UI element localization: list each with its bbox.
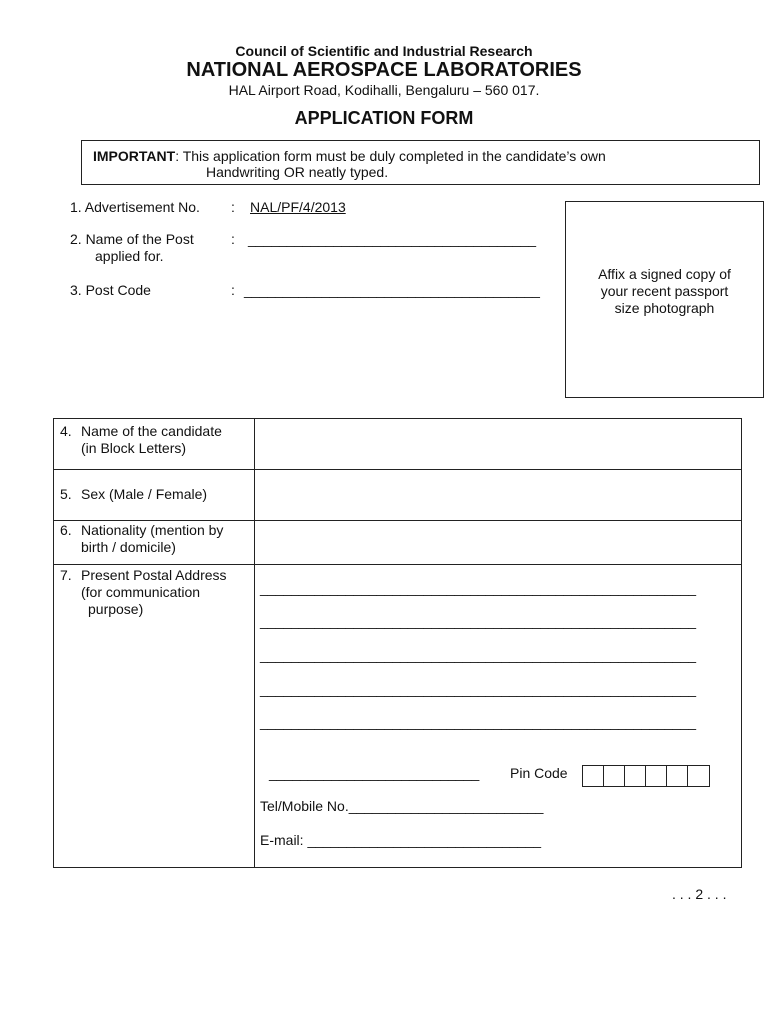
sex-label-text: Sex (Male / Female)	[81, 486, 208, 502]
post-code-label: 3. Post Code	[70, 282, 151, 298]
email-row[interactable]	[260, 832, 541, 848]
pin-digit-box[interactable]	[667, 766, 688, 786]
council-name: Council of Scientific and Industrial Research	[235, 43, 533, 59]
nationality-label	[54, 521, 255, 565]
nationality-label-2: birth / domicile)	[81, 539, 176, 555]
pin-digit-box[interactable]	[625, 766, 646, 786]
address-label-3: purpose)	[88, 601, 144, 617]
pin-digit-box[interactable]	[583, 766, 604, 786]
address-line-2[interactable]: ________________________________________________________	[260, 613, 697, 629]
address-label	[54, 565, 255, 868]
address-label-1: Present Postal Address	[81, 567, 227, 583]
row-sex	[54, 470, 742, 521]
address-line-4[interactable]: ________________________________________________________	[260, 681, 697, 697]
post-code-field[interactable]: ______________________________________	[244, 282, 540, 298]
candidate-name-label-2: (in Block Letters)	[81, 440, 187, 456]
notice-label: IMPORTANT	[93, 148, 176, 164]
candidate-name-label-1: Name of the candidate	[81, 423, 222, 439]
sex-label	[54, 470, 255, 521]
post-name-label-2: applied for.	[95, 248, 164, 264]
candidate-name-label	[54, 419, 255, 470]
row-number: 5.	[60, 486, 72, 502]
pin-digit-box[interactable]	[604, 766, 625, 786]
nationality-label-1: Nationality (mention by	[81, 522, 224, 538]
photo-box[interactable]	[565, 201, 764, 398]
notice-text-1: : This application form must be duly completed in the candidate’s own	[175, 148, 606, 164]
sex-field[interactable]	[255, 470, 742, 521]
advertisement-label: 1. Advertisement No.	[70, 199, 200, 215]
photo-text-2: your recent passport	[600, 283, 729, 299]
pin-code-boxes[interactable]	[582, 765, 710, 787]
tel-mobile-label: Tel/Mobile No.	[260, 798, 349, 814]
photo-text-3: size photograph	[614, 300, 715, 316]
post-code-colon: :	[231, 282, 235, 298]
lab-address: HAL Airport Road, Kodihalli, Bengaluru – 560 017.	[228, 82, 540, 98]
email-label: E-mail:	[260, 832, 304, 848]
advertisement-colon: :	[231, 199, 235, 215]
tel-mobile-line[interactable]: _________________________	[348, 798, 544, 814]
address-label-2: (for communication	[81, 584, 201, 600]
pin-code-label: Pin Code	[510, 765, 568, 781]
tel-mobile-row[interactable]	[260, 798, 543, 814]
candidate-name-field[interactable]	[255, 419, 742, 470]
form-title: APPLICATION FORM	[294, 108, 474, 128]
advertisement-value: NAL/PF/4/2013	[250, 199, 346, 215]
pin-digit-box[interactable]	[646, 766, 667, 786]
email-line[interactable]: ______________________________	[307, 832, 542, 848]
post-name-label: 2. Name of the Post	[70, 231, 194, 247]
row-nationality	[54, 521, 742, 565]
address-line-1[interactable]: ________________________________________________________	[260, 580, 697, 596]
row-number: 7.	[60, 567, 72, 583]
photo-text-1: Affix a signed copy of	[598, 266, 731, 282]
nationality-field[interactable]	[255, 521, 742, 565]
row-number: 4.	[60, 423, 72, 439]
row-number: 6.	[60, 522, 72, 538]
pin-digit-box[interactable]	[688, 766, 709, 786]
post-name-field[interactable]: _____________________________________	[248, 231, 537, 247]
lab-name: NATIONAL AEROSPACE LABORATORIES	[186, 59, 582, 81]
city-line[interactable]: ___________________________	[269, 765, 480, 781]
post-name-colon: :	[231, 231, 235, 247]
row-candidate-name	[54, 419, 742, 470]
address-line-5[interactable]: ________________________________________________________	[260, 714, 697, 730]
important-notice	[81, 140, 760, 185]
page-number: . . . 2 . . .	[672, 886, 727, 902]
address-line-3[interactable]: ________________________________________________________	[260, 647, 697, 663]
notice-text-2: Handwriting OR neatly typed.	[206, 164, 389, 180]
